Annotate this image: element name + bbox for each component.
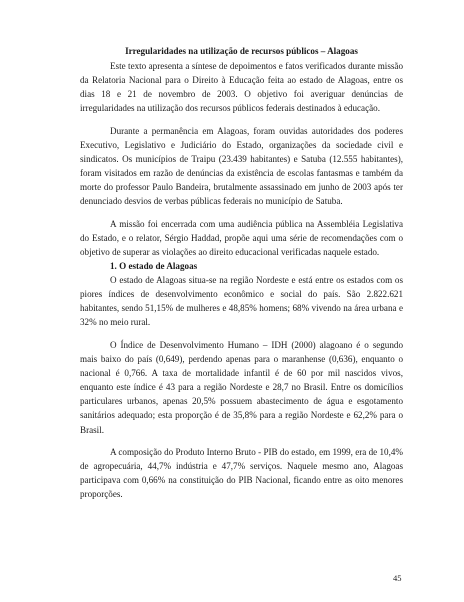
intro-paragraph-1: Este texto apresenta a síntese de depoimentos e fatos verificados durante missão da Relatoria Nacional para o Direito à Educação feita ao estado de Alagoas, entre os dias 18 e 21 de novembro de 2003. O objetivo foi averiguar denúncias de irregularidades na utilização dos recursos públicos federais destinados à educação. xyxy=(80,61,403,114)
section-paragraph-3: A composição do Produto Interno Bruto - PIB do estado, em 1999, era de 10,4% de agropecuária, 44,7% indústria e 47,7% serviços. Naquele mesmo ano, Alagoas participava com 0,66% na constituição do PIB Nacional, ficando entre as oito menores proporções. xyxy=(80,447,403,500)
intro-paragraph-2: Durante a permanência em Alagoas, foram ouvidas autoridades dos poderes Executivo, Legislativo e Judiciário do Estado, organizações da sociedade civil e sindicatos. Os municípios de Traipu (23.439 habitantes) e Satuba (12.555 habitantes), foram visitados em razão de denúncias da existência de escolas fantasmas e também da morte do professor Paulo Bandeira, brutalmente assassinado em junho de 2003 após ter denunciado desvios de verbas públicas federais no município de Satuba. xyxy=(80,125,403,207)
section-paragraph-1: O estado de Alagoas situa-se na região Nordeste e está entre os estados com os piores índices de desenvolvimento econômico e social do país. São 2.822.621 habitantes, sendo 51,15% de mulheres e 48,85% homens; 68% vivendo na área urbana e 32% no meio rural. xyxy=(80,275,403,328)
page-content xyxy=(80,44,403,510)
section-heading: 1. O estado de Alagoas xyxy=(110,261,198,272)
page-number: 45 xyxy=(393,573,402,583)
document-title: Irregularidades na utilização de recursos públicos – Alagoas xyxy=(125,46,358,56)
section-paragraph-2: O Índice de Desenvolvimento Humano – IDH (2000) alagoano é o segundo mais baixo do país (0,649), perdendo apenas para o maranhense (0,636), enquanto o nacional é 0,766. A taxa de mortalidade infantil é de 60 por mil nascidos vivos, enquanto este índice é 43 para a região Nordeste e 28,7 no Brasil. Entre os domicílios particulares urbanos, apenas 20,5% possuem abastecimento de água e esgotamento sanitários adequado; esta proporção é de 35,8% para a região Nordeste e 62,2% para o Brasil. xyxy=(80,339,403,435)
intro-paragraph-3: A missão foi encerrada com uma audiência pública na Assembléia Legislativa do Estado, e o relator, Sérgio Haddad, propõe aqui uma série de recomendações com o objetivo de superar as violações ao direito educacional verificadas naquele estado. xyxy=(80,218,403,257)
